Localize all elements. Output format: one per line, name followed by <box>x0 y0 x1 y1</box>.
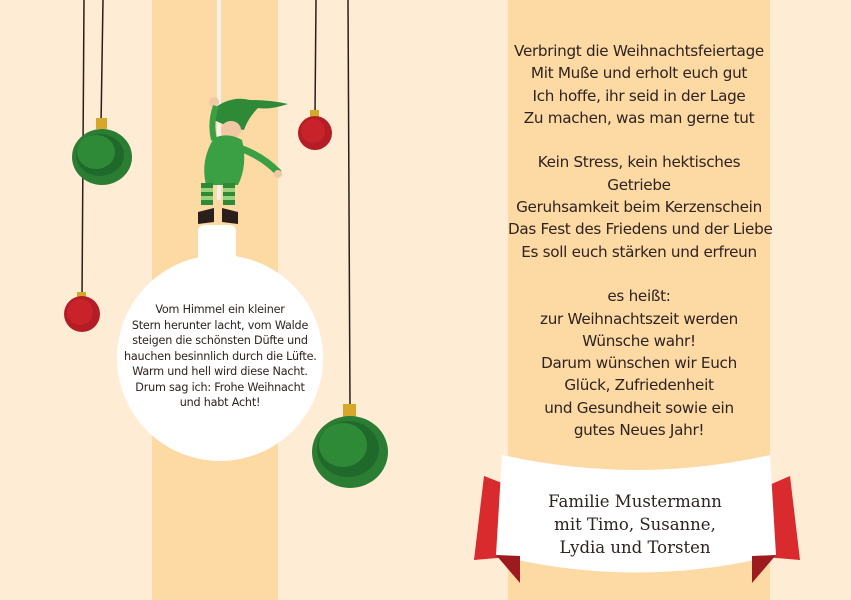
ornament-string <box>315 0 316 115</box>
red-bauble-icon <box>298 110 332 150</box>
poem-line: Ich hoffe, ihr seid in der Lage <box>532 86 746 105</box>
poem-line: zur Weihnachtszeit werden <box>540 309 738 328</box>
poem-line: Wünsche wahr! <box>582 331 696 350</box>
poem-line: und Gesundheit sowie ein <box>544 398 734 417</box>
ornament-string <box>348 0 350 408</box>
poem-line: Vom Himmel ein kleiner <box>155 303 285 316</box>
poem-stanza-1 <box>508 40 770 129</box>
poem-line: hauchen besinnlich durch die Lüfte. <box>124 349 317 363</box>
poem-line: Es soll euch stärken und erfreun <box>521 242 757 261</box>
poem-line: Zu machen, was man gerne tut <box>523 108 755 127</box>
poem-stanza-3 <box>508 285 770 441</box>
poem-line: Drum sag ich: Frohe Weihnacht <box>135 380 305 394</box>
poem-line: steigen die schönsten Düfte und <box>132 334 308 347</box>
signature <box>500 490 770 559</box>
poem-line: Stern herunter lacht, vom Walde <box>131 318 309 332</box>
signature-line: mit Timo, Susanne, <box>554 515 716 534</box>
poem-line: Glück, Zufriedenheit <box>564 376 714 395</box>
poem-line: Mit Muße und erholt euch gut <box>530 64 748 83</box>
poem-line: Getriebe <box>607 175 671 194</box>
ornament-string <box>101 0 103 125</box>
poem-line: Das Fest des Friedens und der Liebe <box>508 220 773 239</box>
poem-line: gutes Neues Jahr! <box>573 421 705 440</box>
poem-line: Kein Stress, kein hektisches <box>537 153 741 172</box>
poem-line: Warm und hell wird diese Nacht. <box>132 365 308 378</box>
elf-icon <box>198 97 288 224</box>
poem-stanza-2 <box>508 151 773 262</box>
ornament-poem <box>124 302 316 411</box>
green-bauble-icon <box>312 404 388 488</box>
signature-line: Lydia und Torsten <box>559 538 711 557</box>
signature-line: Familie Mustermann <box>548 492 722 511</box>
green-bauble-icon <box>72 118 132 185</box>
poem-line: Geruhsamkeit beim Kerzenschein <box>516 198 762 217</box>
poem-line: Darum wünschen wir Euch <box>541 354 737 373</box>
red-bauble-icon <box>64 292 100 332</box>
poem-line: Verbringt die Weihnachtsfeiertage <box>514 42 764 60</box>
poem-line: es heißt: <box>607 287 671 306</box>
poem-line: und habt Acht! <box>179 396 261 409</box>
main-poem <box>508 40 773 464</box>
